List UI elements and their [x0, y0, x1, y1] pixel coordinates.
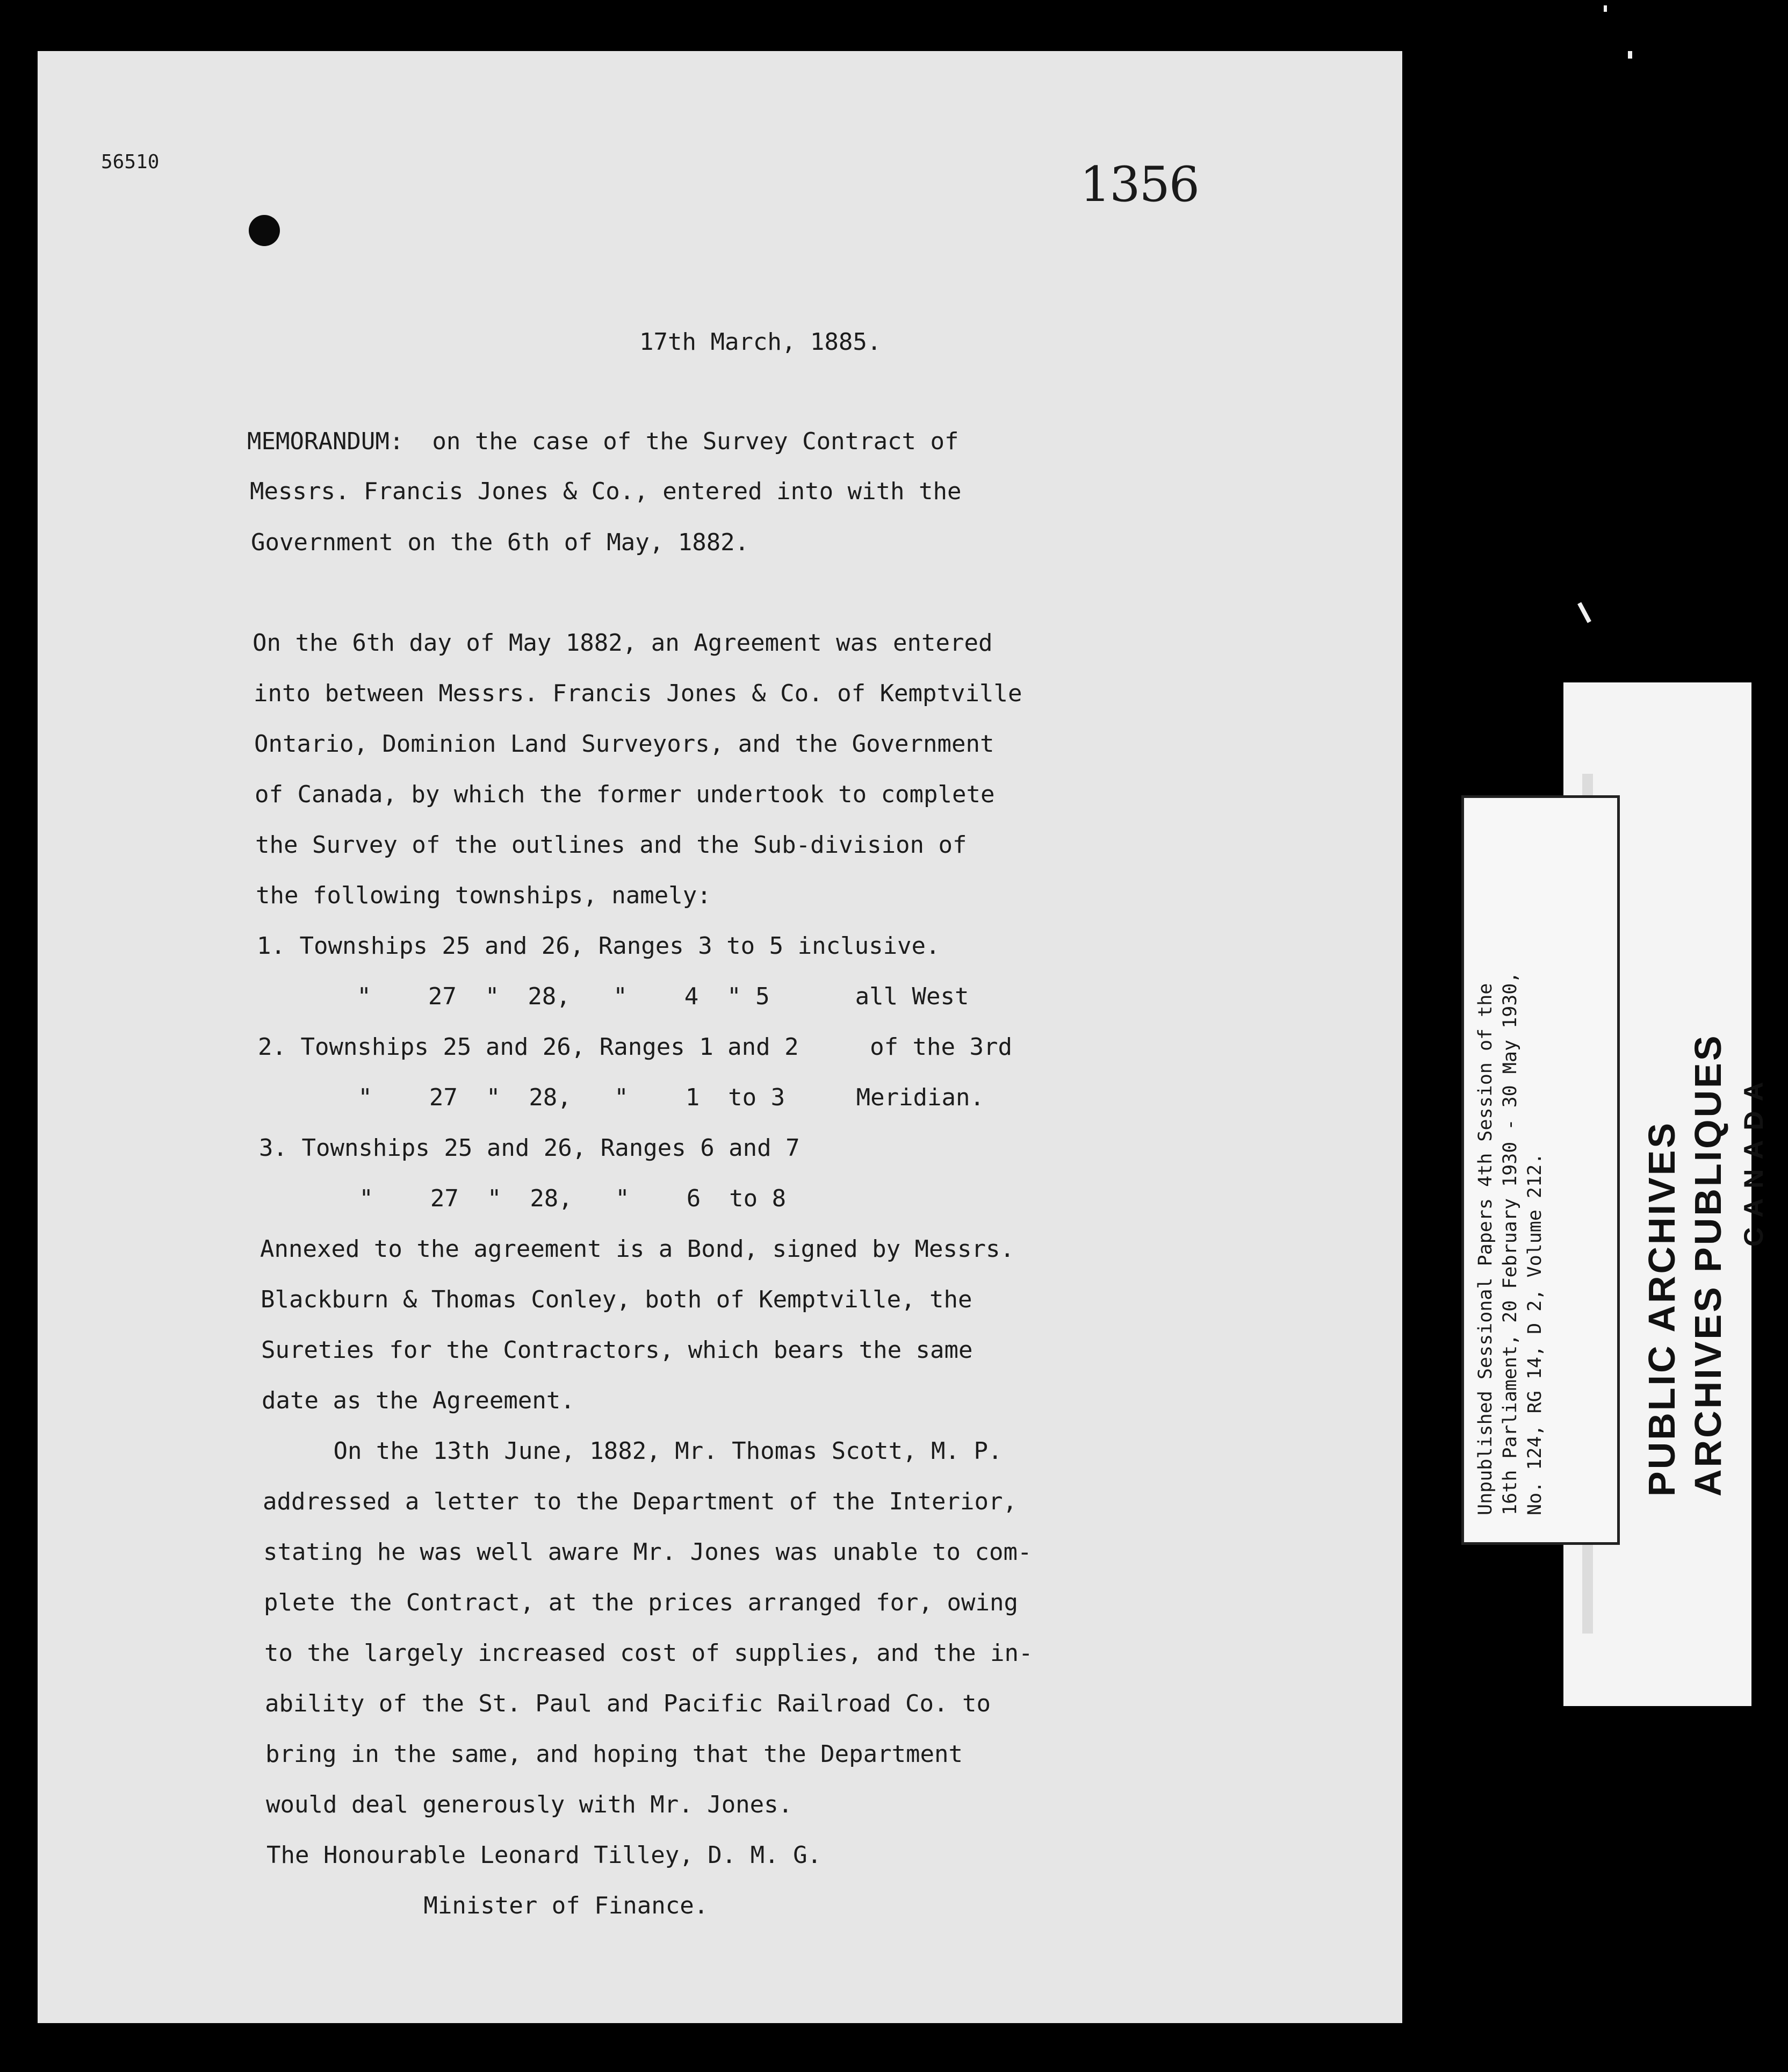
label-line: No. 124, RG 14, D 2, Volume 212. — [1524, 1153, 1546, 1515]
stamp-line: PUBLIC ARCHIVES — [1641, 1120, 1683, 1497]
body-line: ability of the St. Paul and Pacific Railroad Co. to — [265, 1690, 991, 1717]
township-list-line: " 27 " 28, " 6 to 8 — [259, 1185, 787, 1212]
dust-speck — [1628, 51, 1632, 59]
dust-speck — [1604, 5, 1607, 12]
township-list-line: " 27 " 28, " 4 " 5 all West — [257, 983, 969, 1010]
body-line: bring in the same, and hoping that the Department — [265, 1740, 963, 1768]
body-line: On the 6th day of May 1882, an Agreement was entered — [253, 629, 993, 657]
memo-heading-line: Government on the 6th of May, 1882. — [251, 529, 749, 556]
township-list-line: 1. Townships 25 and 26, Ranges 3 to 5 inclusive. — [257, 932, 940, 960]
body-line: Sureties for the Contractors, which bears the same — [261, 1336, 973, 1364]
page-number: 1356 — [1080, 156, 1199, 213]
body-line: the following townships, namely: — [256, 882, 711, 909]
addressee-line: The Honourable Leonard Tilley, D. M. G. — [266, 1841, 822, 1869]
body-line: addressed a letter to the Department of the Interior, — [263, 1488, 1017, 1515]
label-line: 16th Parliament, 20 February 1930 - 30 May 1930, — [1499, 972, 1521, 1515]
township-list-line: " 27 " 28, " 1 to 3 Meridian. — [258, 1084, 985, 1111]
body-line: Ontario, Dominion Land Surveyors, and the Government — [254, 730, 994, 758]
township-list-line: 3. Townships 25 and 26, Ranges 6 and 7 — [259, 1134, 800, 1162]
body-line: would deal generously with Mr. Jones. — [266, 1791, 793, 1818]
body-line: into between Messrs. Francis Jones & Co. of Kemptville — [254, 680, 1022, 707]
township-list-line: 2. Townships 25 and 26, Ranges 1 and 2 of the 3rd — [258, 1033, 1012, 1061]
body-line: Blackburn & Thomas Conley, both of Kemptville, the — [261, 1286, 972, 1313]
archive-stamp — [1631, 892, 1788, 1510]
body-line: plete the Contract, at the prices arranged for, owing — [264, 1589, 1018, 1616]
dust-speck — [1577, 602, 1591, 623]
stamp-line: CANADA — [1739, 1072, 1769, 1247]
memo-heading-line: Messrs. Francis Jones & Co., entered into with the — [250, 478, 962, 505]
body-line: to the largely increased cost of supplies, and the in- — [264, 1639, 1033, 1667]
body-line: date as the Agreement. — [262, 1387, 575, 1414]
memo-heading-line: MEMORANDUM: on the case of the Survey Contract of — [247, 428, 959, 455]
document-page — [38, 51, 1402, 2023]
body-line: of Canada, by which the former undertook to complete — [255, 781, 995, 808]
stamp-line: ARCHIVES PUBLIQUES — [1687, 1033, 1729, 1497]
body-line: On the 13th June, 1882, Mr. Thomas Scott, M. P. — [262, 1437, 1003, 1465]
punch-hole — [249, 215, 280, 246]
body-line: Annexed to the agreement is a Bond, signed by Messrs. — [260, 1235, 1014, 1263]
memo-date: 17th March, 1885. — [639, 328, 882, 356]
body-line: the Survey of the outlines and the Sub-division of — [255, 831, 967, 859]
body-line: stating he was well aware Mr. Jones was unable to com- — [263, 1538, 1032, 1566]
reference-number: 56510 — [101, 151, 160, 173]
label-line: Unpublished Sessional Papers 4th Session of the — [1475, 983, 1496, 1515]
archive-label — [1461, 795, 1620, 1545]
addressee-title-line: Minister of Finance. — [267, 1892, 709, 1919]
